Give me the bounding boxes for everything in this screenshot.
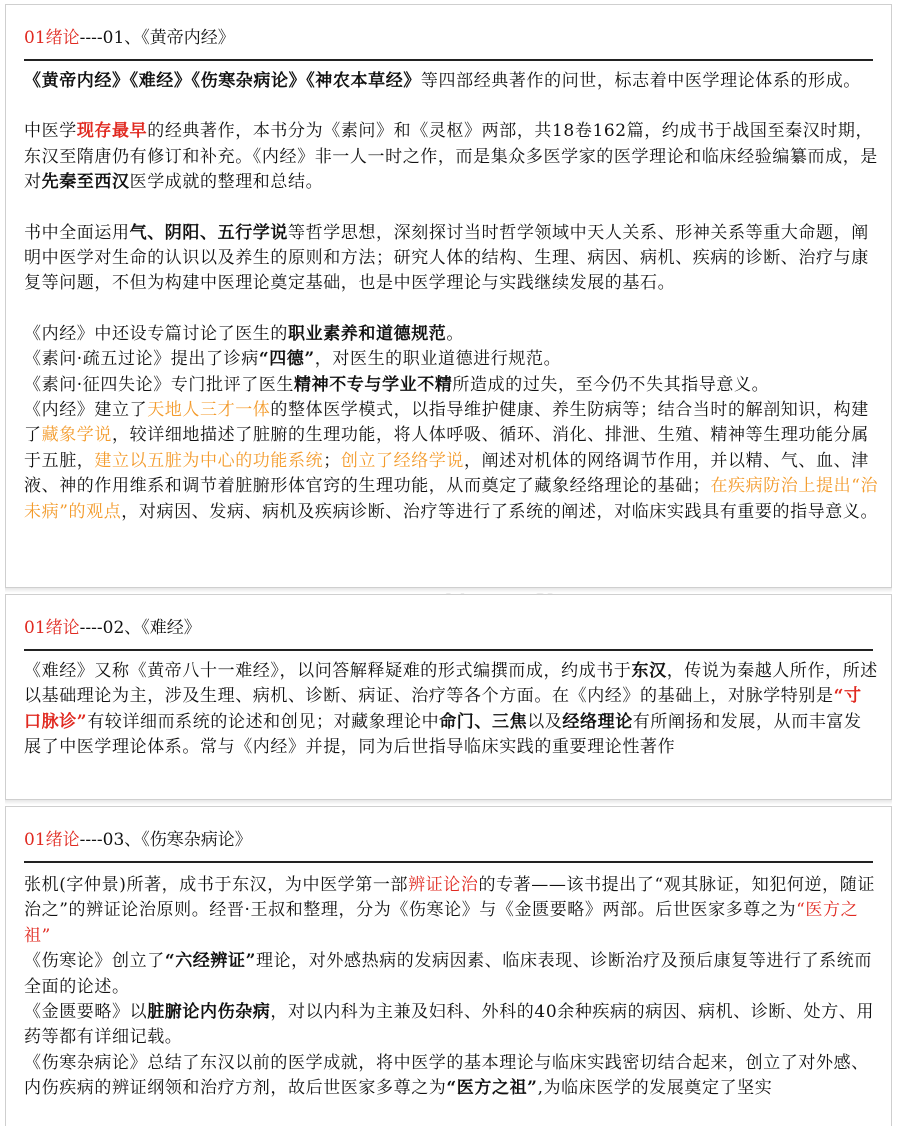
text-run: ； <box>323 450 341 471</box>
text-run: 《素问·疏五过论》提出了诊病 <box>24 349 259 370</box>
emphasis-text: 辨证论治 <box>408 875 479 895</box>
section-subtitle: 03、《伤寒杂病论》 <box>102 830 252 850</box>
section-body <box>24 69 879 525</box>
paragraph <box>24 119 879 195</box>
paragraph <box>24 398 879 525</box>
section-body <box>24 873 879 1102</box>
emphasis-text: 天地人三才一体 <box>147 400 271 421</box>
text-run: 张机(字仲景)所著，成书于东汉，为中医学第一部 <box>24 875 409 895</box>
text-run: 有所阐扬和发展，从而丰富发展了中医学理论体系。常与《内经》并提，同为后世指导临床实践的重要理论性著作 <box>24 711 862 758</box>
text-run: 《伤寒论》创立了 <box>24 951 165 972</box>
paragraph <box>24 373 879 398</box>
text-run: 的整体医学模式，以指导维护健康、养生防病等；结合当时的解剖知识，构建了 <box>24 400 869 446</box>
emphasis-text: “四德” <box>258 349 315 370</box>
text-run: 《内经》中还设专篇讨论了医生的 <box>24 323 288 344</box>
section-separator: ---- <box>79 28 103 48</box>
paragraph <box>24 873 879 949</box>
text-run: 等哲学思想，深刻探讨当时哲学领域中天人关系、形神关系等重大命题，阐明中医学对生命的认识以及养生的原则和方法；研究人体的结构、生理、病因、病机、疾病的诊断、治疗与康复等问题，不但为构建中医理论奠定基础，也是中医学理论与实践继续发展的基石。 <box>24 222 869 294</box>
paragraph <box>24 949 879 1000</box>
text-run: 《难经》又称《黄帝八十一难经》，以问答解释疑难的形式编撰而成，约成书于 <box>24 661 632 681</box>
text-run: 医学成就的整理和总结。 <box>129 172 324 193</box>
text-run: 《素问·征四失论》专门批评了医生 <box>24 374 295 395</box>
text-run: ，较详细地描述了脏腑的生理功能，将人体呼吸、循环、消化、排泄、生殖、精神等生理功能分属于五脏， <box>24 425 869 471</box>
emphasis-text: “医方之祖” <box>446 1078 538 1099</box>
paragraph <box>24 69 879 94</box>
section-tag: 01绪论 <box>24 28 80 48</box>
text-run: 理论，对外感热病的发病因素、临床表现、诊断治疗及预后康复等进行了系统而全面的论述。 <box>24 951 872 997</box>
emphasis-text: 东汉 <box>631 661 667 681</box>
emphasis-text: 职业素养和道德规范 <box>288 323 447 344</box>
section-title <box>24 27 235 49</box>
text-run: 《内经》建立了 <box>24 400 148 421</box>
text-run: 中医学 <box>24 121 77 142</box>
emphasis-text: 在疾病防治上提出“治未病”的观点 <box>24 476 879 522</box>
emphasis-text: 建立以五脏为中心的功能系统 <box>94 450 324 471</box>
section-subtitle: 02、《难经》 <box>102 618 201 638</box>
text-run: 所造成的过失，至今仍不失其指导意义。 <box>452 374 770 395</box>
paragraph <box>24 347 879 372</box>
emphasis-text: 藏象学说 <box>41 425 113 446</box>
emphasis-text: 气、阴阳、五行学说 <box>129 222 289 243</box>
text-run: 的专著——该书提出了“观其脉证，知犯何逆，随证治之”的辨证论治原则。经晋·王叔和整理，分为《伤寒论》与《金匮要略》两部。后世医家多尊之为 <box>24 875 875 921</box>
paragraph <box>24 1051 879 1102</box>
paragraph <box>24 221 879 297</box>
section-header <box>24 595 873 651</box>
paragraph <box>24 322 879 347</box>
section-header <box>24 5 873 61</box>
emphasis-text: 先秦至西汉 <box>41 172 130 193</box>
section-separator: ---- <box>79 618 103 638</box>
section-card-shanghanzabinglun <box>5 806 892 1126</box>
emphasis-text: “医方之祖” <box>24 900 859 946</box>
section-card-nanjing <box>5 594 892 800</box>
section-card-huangdineijing <box>5 4 892 588</box>
text-run: 。 <box>446 323 465 344</box>
section-tag: 01绪论 <box>24 618 80 638</box>
emphasis-text: “六经辨证” <box>164 951 256 972</box>
text-run: ，对病因、发病、病机及疾病诊断、治疗等进行了系统的阐述，对临床实践具有重要的指导意义。 <box>121 501 879 522</box>
text-run: 有较详细而系统的论述和创见；对藏象理论中 <box>87 711 440 732</box>
section-title <box>24 617 201 639</box>
text-run: 《金匮要略》以 <box>24 1002 148 1023</box>
text-run: ，对以内科为主兼及妇科、外科的40余种疾病的病因、病机、诊断、处方、用药等都有详细记载。 <box>24 1002 875 1048</box>
text-run: 的经典著作，本书分为《素问》和《灵枢》两部，共18卷162篇，约成书于战国至秦汉时期，东汉至隋唐仍有修订和补充。《内经》非一人一时之作，而是集众多医学家的医学理论和临床经验编纂而成，是对 <box>24 121 878 193</box>
emphasis-text: “寸口脉诊” <box>24 686 862 732</box>
section-body <box>24 659 879 761</box>
emphasis-text: 脏腑论内伤杂病 <box>147 1002 271 1023</box>
section-header <box>24 807 873 863</box>
emphasis-text: 《黄帝内经》《难经》《伤寒杂病论》《神农本草经》 <box>24 71 421 91</box>
section-tag: 01绪论 <box>24 830 80 850</box>
text-run: ，阐述对机体的网络调节作用，并以精、气、血、津液、神的作用维系和调节着脏腑形体官窍的生理功能，从而奠定了藏象经络理论的基础； <box>24 450 869 497</box>
text-run: ，对医生的职业道德进行规范。 <box>314 349 562 370</box>
text-run: ,为临床医学的发展奠定了坚实 <box>537 1078 773 1099</box>
section-subtitle: 01、《黄帝内经》 <box>102 28 235 48</box>
text-run: 以及 <box>527 711 563 732</box>
text-run: 书中全面运用 <box>24 222 130 243</box>
text-run: 等四部经典著作的问世，标志着中医学理论体系的形成。 <box>420 71 861 91</box>
emphasis-text: 经络理论 <box>562 711 633 732</box>
text-run: 《伤寒杂病论》总结了东汉以前的医学成就，将中医学的基本理论与临床实践密切结合起来，创立了对外感、内伤疾病的辨证纲领和治疗方剂，故后世医家多尊之为 <box>24 1052 869 1099</box>
emphasis-text: 现存最早 <box>76 121 148 142</box>
paragraph <box>24 659 879 761</box>
emphasis-text: 精神不专与学业不精 <box>294 374 453 395</box>
emphasis-text: 创立了经络学说 <box>340 450 465 471</box>
emphasis-text: 命门、三焦 <box>439 711 528 732</box>
section-separator: ---- <box>79 830 103 850</box>
paragraph <box>24 1000 879 1051</box>
text-run: ，传说为秦越人所作，所述以基础理论为主，涉及生理、病机、诊断、病证、治疗等各个方面。在《内经》的基础上，对脉学特别是 <box>24 661 878 707</box>
section-title <box>24 829 252 851</box>
